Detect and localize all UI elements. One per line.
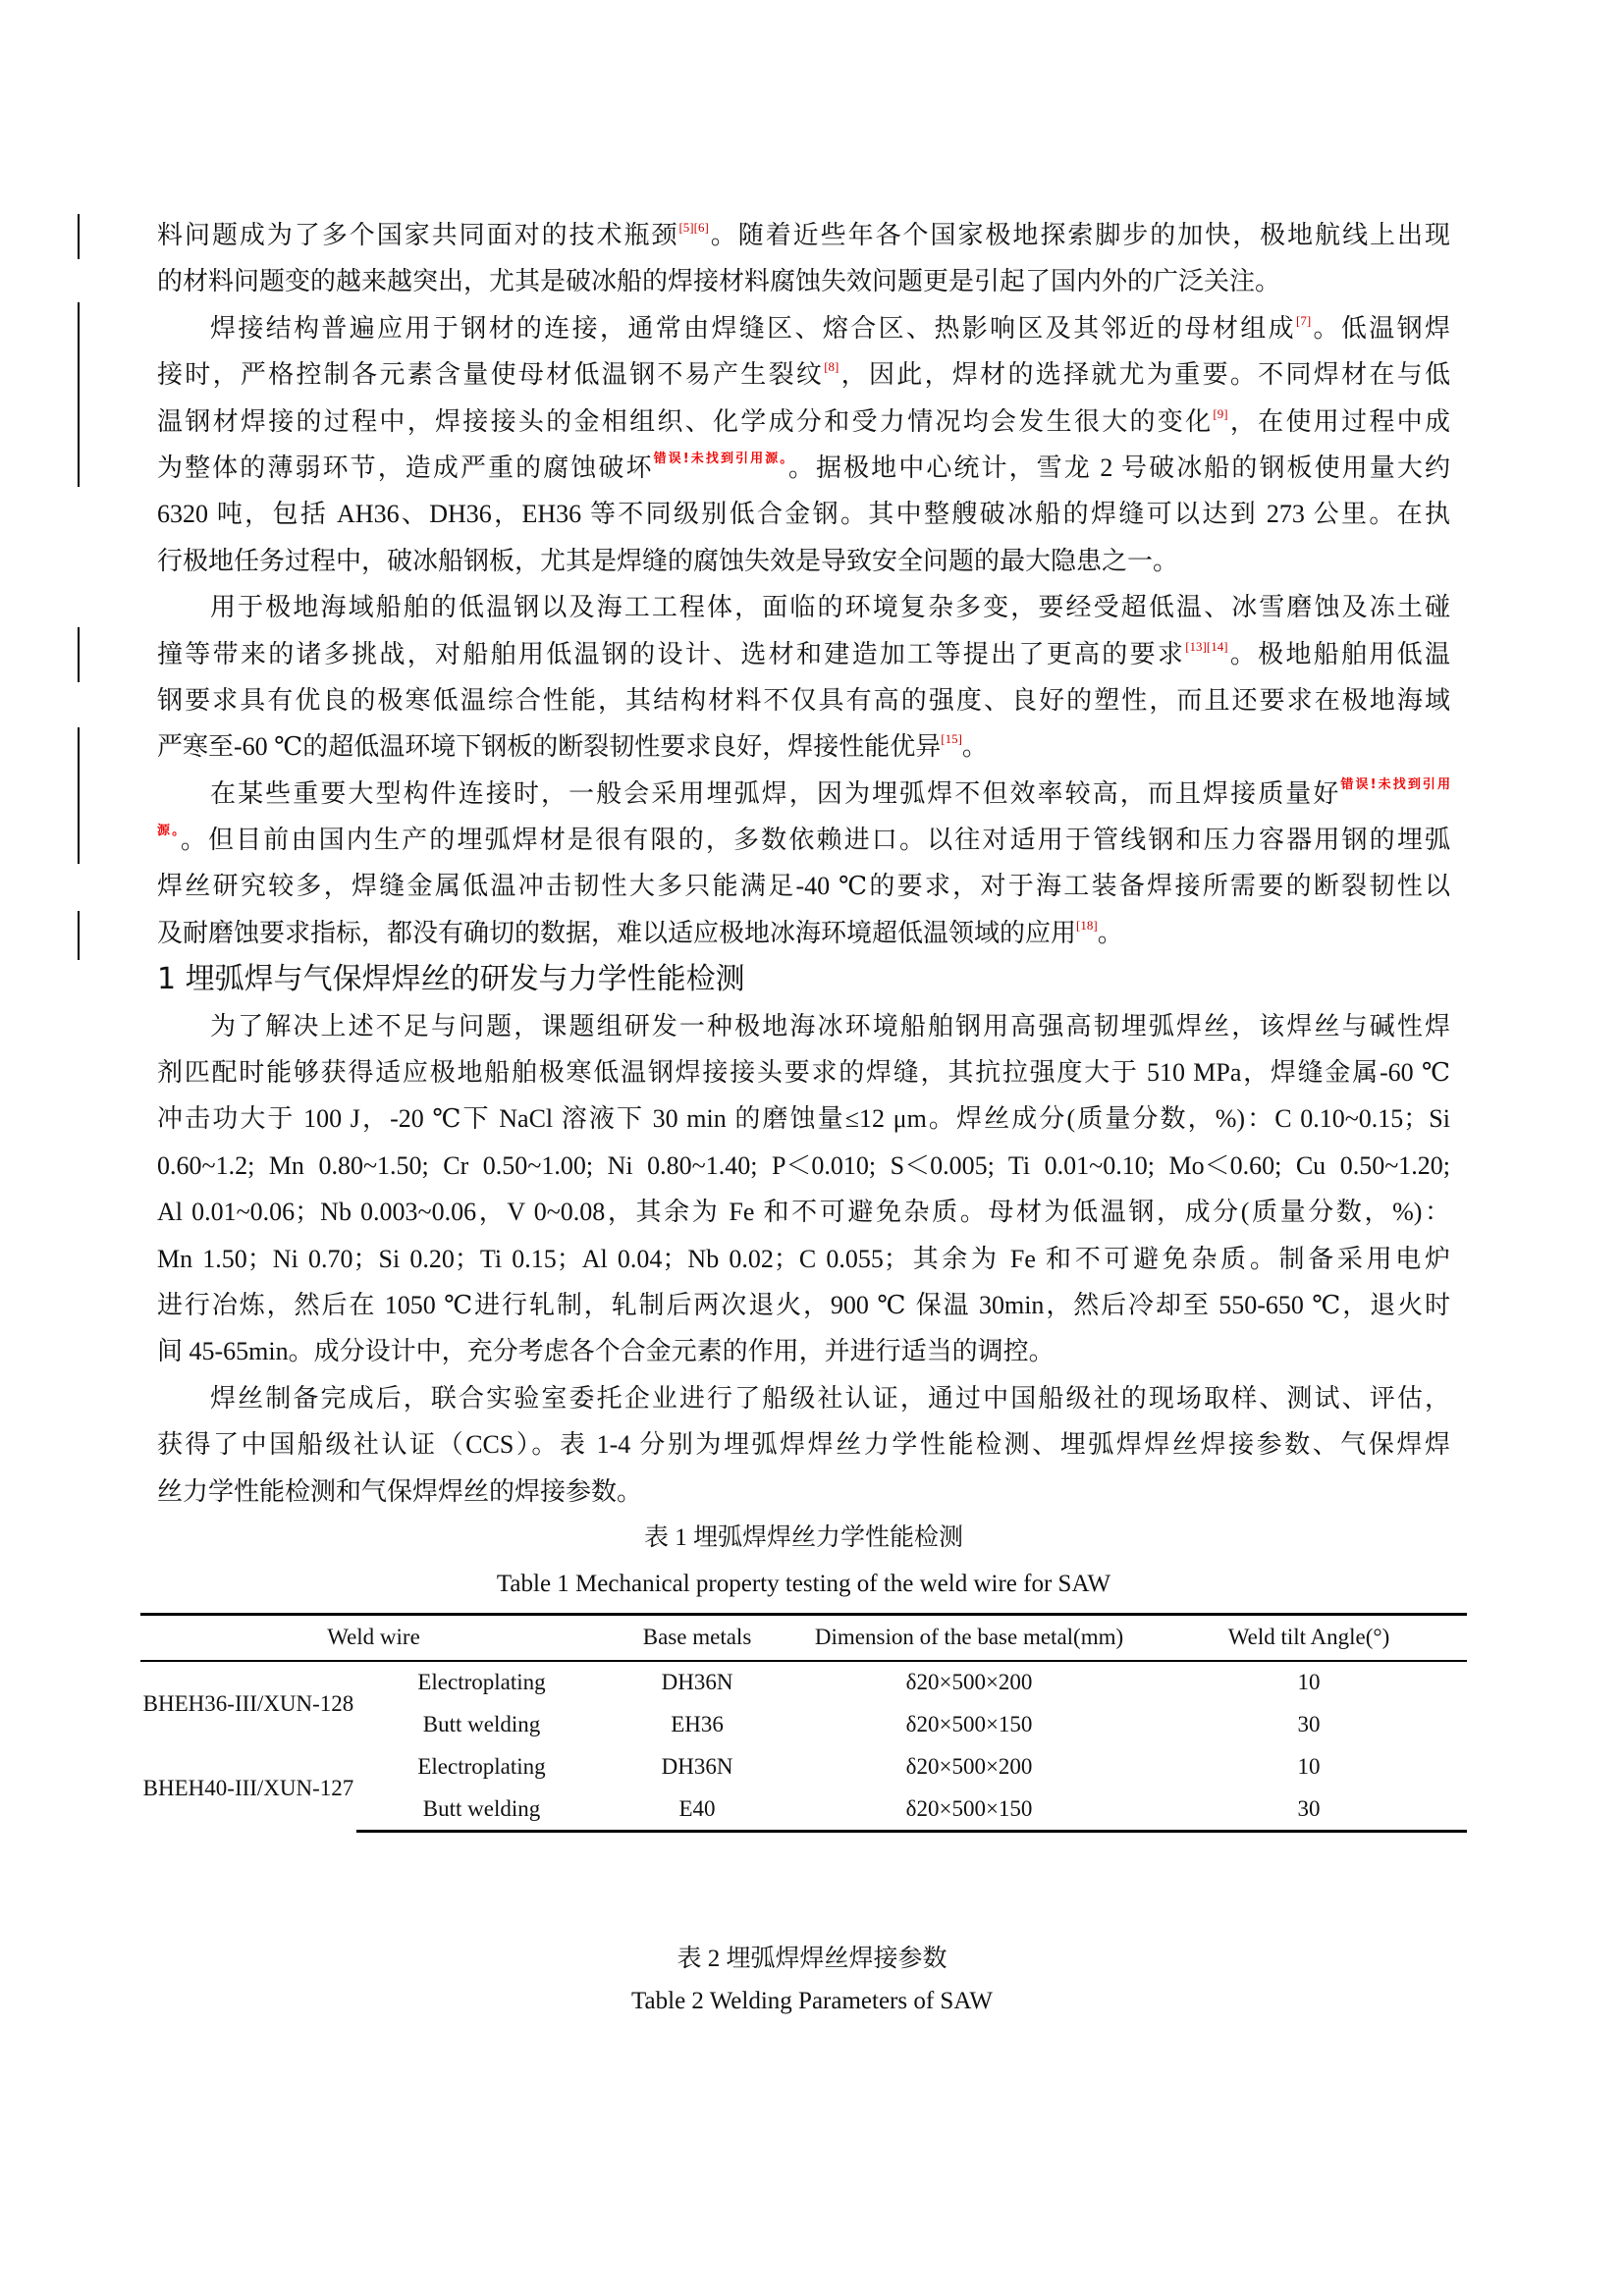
base-metal-cell: DH36N: [661, 1754, 733, 1780]
header-base-metals: Base metals: [607, 1615, 787, 1661]
text-line: [157, 910, 1450, 956]
text-run: 间 45-65min。成分设计中，充分考虑各个合金元素的作用，并进行适当的调控。: [157, 1337, 1055, 1366]
text-line: [157, 1143, 1450, 1189]
text-run: 及耐磨蚀要求指标，都没有确切的数据，难以适应极地冰海环境超低温领域的应用: [157, 918, 1077, 947]
base-metal-cell: DH36N: [661, 1669, 733, 1694]
text-line: [157, 723, 1450, 770]
table-row: [140, 1746, 1467, 1789]
text-run: 。据极地中心统计，雪龙 2 号破冰船的钢板使用量大约: [787, 453, 1450, 482]
revision-bar: [78, 627, 80, 682]
text-run: 焊丝研究较多，焊缝金属低温冲击韧性大多只能满足-40 ℃的要求，对于海工装备焊接所需要的断裂韧性以: [157, 872, 1450, 901]
reference-error: 错误!未找到引用: [1340, 776, 1450, 792]
text-run: Al 0.01~0.06；Nb 0.003~0.06，V 0~0.08，其余为 Fe 和不可避免杂质。母材为低温钢，成分(质量分数，%)：: [157, 1198, 1450, 1227]
text-run: 6320 吨，包括 AH36、DH36，EH36 等不同级别低合金钢。其中整艘破冰船的焊缝可以达到 273 公里。在执: [157, 500, 1450, 529]
text-run: 为整体的薄弱环节，造成严重的腐蚀破坏: [157, 453, 654, 482]
text-run: 。但目前由国内生产的埋弧焊材是很有限的，多数依赖进口。以往对适用于管线钢和压力容器用钢的埋弧: [180, 826, 1450, 855]
reference-error: 错误!未找到引用源。: [653, 451, 788, 466]
text-run: 进行冶炼，然后在 1050 ℃进行轧制，轧制后两次退火，900 ℃ 保温 30min，然后冷却至 550-650 ℃，退火时: [157, 1290, 1450, 1319]
table-2-caption-en: Table 2 Welding Parameters of SAW: [631, 1988, 993, 2014]
text-line: [157, 1095, 1450, 1142]
table-row: [140, 1661, 1467, 1704]
weld-wire-cell: BHEH36-III/XUN-128: [142, 1690, 354, 1716]
text-run: 。低温钢焊: [1311, 313, 1450, 343]
text-line: [157, 584, 1450, 630]
citation-ref[interactable]: [9]: [1213, 405, 1228, 421]
text-line: [157, 863, 1450, 909]
table-caption: [157, 1515, 1450, 1561]
text-line: [157, 817, 1450, 863]
base-metal-cell: EH36: [671, 1711, 724, 1736]
table-2-caption-cn: 表 2 埋弧焊焊丝焊接参数: [677, 1946, 947, 1972]
text-line: [157, 1328, 1450, 1374]
dimension-cell: δ20×500×200: [905, 1754, 1033, 1780]
text-run: 。随着近些年各个国家极地探索脚步的加快，极地航线上出现: [708, 221, 1450, 249]
text-run: 表 1 埋弧焊焊丝力学性能检测: [643, 1523, 963, 1551]
revision-bar: [78, 214, 80, 259]
text-line: [157, 1468, 1450, 1515]
text-line: [157, 305, 1450, 351]
text-run: 焊接结构普遍应用于钢材的连接，通常由焊缝区、熔合区、热影响区及其邻近的母材组成: [210, 313, 1297, 343]
section-heading: [157, 956, 1450, 1002]
text-line: [157, 771, 1450, 817]
text-line: [157, 212, 1450, 258]
text-run: 在某些重要大型构件连接时，一般会采用埋弧焊，因为埋弧焊不但效率较高，而且焊接质量好: [210, 778, 1341, 808]
document-body: [157, 212, 1450, 1608]
text-line: [157, 1189, 1450, 1235]
text-run: 接时，严格控制各元素含量使母材低温钢不易产生裂纹: [157, 360, 825, 390]
text-run: 撞等带来的诸多挑战，对船舶用低温钢的设计、选材和建造加工等提出了更高的要求: [157, 639, 1186, 668]
revision-bar: [78, 727, 80, 864]
text-line: [157, 351, 1450, 398]
text-line: [157, 258, 1450, 304]
process-cell: Butt welding: [356, 1789, 607, 1832]
text-line: [157, 491, 1450, 537]
dimension-cell: δ20×500×150: [787, 1789, 1151, 1832]
text-run: 获得了中国船级社认证（CCS）。表 1-4 分别为埋弧焊焊丝力学性能检测、埋弧焊焊丝焊接参数、气保焊焊: [157, 1430, 1450, 1460]
citation-ref[interactable]: [7]: [1296, 312, 1312, 328]
text-line: [157, 631, 1450, 677]
citation-ref[interactable]: [15]: [941, 731, 962, 747]
dimension-cell: δ20×500×150: [905, 1711, 1033, 1736]
text-line: [157, 538, 1450, 584]
text-run: 冲击功大于 100 J，-20 ℃下 NaCl 溶液下 30 min 的磨蚀量≤12 μm。焊丝成分(质量分数，%)：C 0.10~0.15；Si: [157, 1104, 1450, 1134]
text-run: Mn 1.50；Ni 0.70；Si 0.20；Ti 0.15；Al 0.04；Nb 0.02；C 0.055；其余为 Fe 和不可避免杂质。制备采用电炉: [157, 1244, 1450, 1273]
text-line: [157, 1375, 1450, 1421]
text-run: 。: [961, 732, 988, 762]
text-run: 的材料问题变的越来越突出，尤其是破冰船的焊接材料腐蚀失效问题更是引起了国内外的广泛关注。: [157, 267, 1281, 296]
text-line: [157, 1236, 1450, 1282]
text-line: [157, 1421, 1450, 1468]
text-line: [157, 399, 1450, 445]
text-run: 。: [1097, 918, 1123, 947]
text-run: Table 1 Mechanical property testing of the weld wire for SAW: [496, 1571, 1111, 1598]
text-run: 丝力学性能检测和气保焊焊丝的焊接参数。: [157, 1476, 643, 1506]
header-dimension: Dimension of the base metal(mm): [787, 1615, 1151, 1661]
text-line: [157, 677, 1450, 723]
header-angle: Weld tilt Angle(°): [1151, 1615, 1467, 1661]
text-run: 用于极地海域船舶的低温钢以及海工工程体，面临的环境复杂多变，要经受超低温、冰雪磨蚀及冻土碰: [210, 593, 1450, 622]
text-line: [157, 1003, 1450, 1049]
reference-error: 源。: [157, 824, 181, 839]
weld-wire-cell: BHEH40-III/XUN-127: [142, 1776, 354, 1800]
text-run: 温钢材焊接的过程中，焊接接头的金相组织、化学成分和受力情况均会发生很大的变化: [157, 406, 1214, 436]
text-line: [157, 445, 1450, 491]
text-run: 0.60~1.2; Mn 0.80~1.50; Cr 0.50~1.00; Ni 0.80~1.40; P＜0.010; S＜0.005; Ti 0.01~0.10; Mo＜0.60; Cu 0.50~1.20;: [157, 1150, 1450, 1180]
process-cell: Butt welding: [422, 1711, 541, 1736]
text-line: [157, 1282, 1450, 1328]
revision-bar: [78, 911, 80, 960]
base-metal-cell: E40: [607, 1789, 787, 1832]
angle-cell: 10: [1297, 1754, 1321, 1780]
dimension-cell: δ20×500×200: [905, 1669, 1033, 1694]
citation-ref[interactable]: [18]: [1076, 917, 1098, 933]
angle-cell: 30: [1151, 1789, 1467, 1832]
citation-ref[interactable]: [8]: [824, 359, 839, 375]
text-run: 钢要求具有优良的极寒低温综合性能，其结构材料不仅具有高的强度、良好的塑性，而且还要求在极地海域: [157, 685, 1450, 715]
revision-bar: [78, 302, 80, 487]
text-run: 料问题成为了多个国家共同面对的技术瓶颈: [157, 221, 679, 249]
process-cell: Electroplating: [417, 1754, 546, 1780]
process-cell: Electroplating: [417, 1669, 546, 1694]
text-run: 剂匹配时能够获得适应极地船舶极寒低温钢焊接接头要求的焊缝，其抗拉强度大于 510 MPa，焊缝金属-60 ℃: [157, 1058, 1450, 1088]
text-run: 。极地船舶用低温: [1227, 639, 1450, 668]
text-run: 行极地任务过程中，破冰船钢板，尤其是焊缝的腐蚀失效是导致安全问题的最大隐患之一。: [157, 546, 1179, 575]
text-run: ，因此，焊材的选择就尤为重要。不同焊材在与低: [839, 360, 1450, 390]
header-weld-wire: Weld wire: [140, 1615, 607, 1661]
citation-ref[interactable]: [5][6]: [678, 220, 709, 235]
text-line: [157, 1049, 1450, 1095]
citation-ref[interactable]: [13][14]: [1185, 638, 1228, 654]
table-1: [140, 1613, 1467, 1833]
text-run: 焊丝制备完成后，联合实验室委托企业进行了船级社认证，通过中国船级社的现场取样、测试、评估，: [210, 1383, 1450, 1413]
text-run: 为了解决上述不足与问题，课题组研发一种极地海冰环境船舶钢用高强高韧埋弧焊丝，该焊丝与碱性焊: [210, 1011, 1450, 1041]
angle-cell: 30: [1297, 1711, 1321, 1736]
table-caption: [157, 1561, 1450, 1607]
text-run: 严寒至-60 ℃的超低温环境下钢板的断裂韧性要求良好，焊接性能优异: [157, 732, 942, 762]
text-run: ，在使用过程中成: [1227, 406, 1450, 436]
table-header-row: [140, 1615, 1467, 1661]
text-run: 1 埋弧焊与气保焊焊丝的研发与力学性能检测: [157, 962, 745, 997]
angle-cell: 10: [1297, 1669, 1321, 1694]
